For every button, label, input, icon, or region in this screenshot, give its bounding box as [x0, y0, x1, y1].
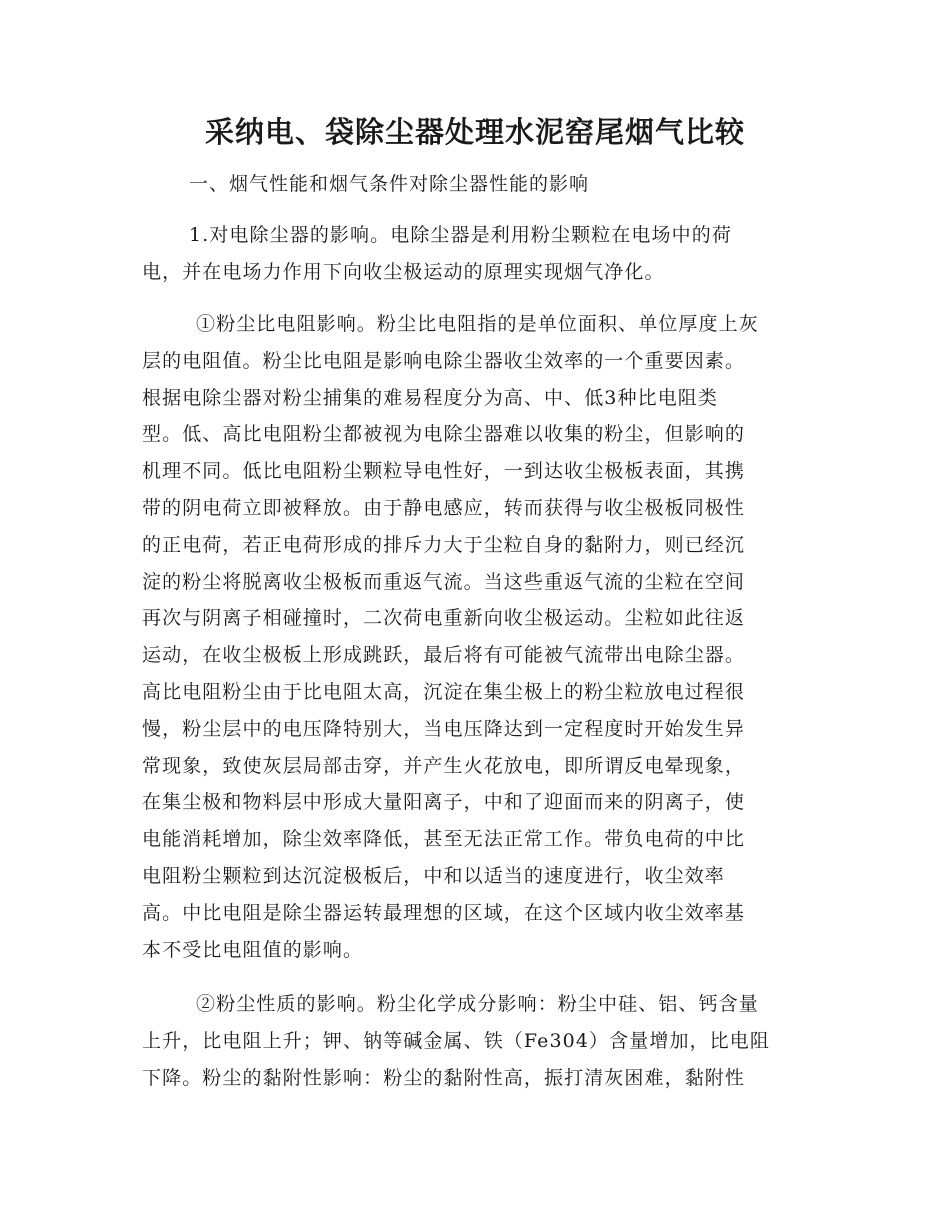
paragraph-line: 电能消耗增加，除尘效率降低，甚至无法正常工作。带负电荷的中比: [142, 828, 746, 851]
paragraph-line: 常现象，致使灰层局部击穿，并产生火花放电，即所谓反电晕现象，: [142, 754, 746, 777]
paragraph-line: ②粉尘性质的影响。粉尘化学成分影响：粉尘中硅、铝、钙含量: [196, 993, 759, 1015]
paragraph-line: 的正电荷，若正电荷形成的排斥力大于尘粒自身的黏附力，则已经沉: [142, 533, 746, 556]
paragraph-line: 运动，在收尘极板上形成跳跃，最后将有可能被气流带出电除尘器。: [142, 644, 746, 667]
document-title: 采纳电、袋除尘器处理水泥窑尾烟气比较: [204, 115, 745, 149]
paragraph-line: 高。中比电阻是除尘器运转最理想的区域，在这个区域内收尘效率基: [142, 901, 746, 924]
paragraph-line: 慢，粉尘层中的电压降特别大，当电压降达到一定程度时开始发生异: [142, 717, 746, 740]
paragraph-line: 再次与阴离子相碰撞时，二次荷电重新向收尘极运动。尘粒如此往返: [142, 607, 746, 630]
paragraph-line: 1.对电除尘器的影响。电除尘器是利用粉尘颗粒在电场中的荷: [189, 224, 732, 246]
paragraph-line: 带的阴电荷立即被释放。由于静电感应，转而获得与收尘极板同极性: [142, 496, 746, 519]
paragraph-line: 电阻粉尘颗粒到达沉淀极板后，中和以适当的速度进行，收尘效率: [142, 864, 725, 887]
paragraph-line: 根据电除尘器对粉尘捕集的难易程度分为高、中、低3种比电阻类: [142, 386, 718, 409]
section-heading: 一、烟气性能和烟气条件对除尘器性能的影响: [189, 173, 590, 195]
paragraph-line: 上升，比电阻上升；钾、钠等碱金属、铁（Fe304）含量增加，比电阻: [142, 1029, 770, 1052]
paragraph-line: ①粉尘比电阻影响。粉尘比电阻指的是单位面积、单位厚度上灰: [196, 313, 759, 335]
paragraph-line: 淀的粉尘将脱离收尘极板而重返气流。当这些重返气流的尘粒在空间: [142, 570, 746, 593]
paragraph-line: 型。低、高比电阻粉尘都被视为电除尘器难以收集的粉尘，但影响的: [142, 423, 746, 446]
paragraph-3: [142, 986, 810, 1096]
paragraph-1: [142, 217, 810, 291]
paragraph-line: 高比电阻粉尘由于比电阻太高，沉淀在集尘极上的粉尘粒放电过程很: [142, 680, 746, 703]
paragraph-2: [142, 306, 810, 968]
paragraph-line: 机理不同。低比电阻粉尘颗粒导电性好，一到达收尘极板表面，其携: [142, 460, 746, 483]
paragraph-line: 本不受比电阻值的影响。: [142, 938, 364, 961]
paragraph-line: 在集尘极和物料层中形成大量阳离子，中和了迎面而来的阴离子，使: [142, 791, 746, 814]
paragraph-line: 层的电阻值。粉尘比电阻是影响电除尘器收尘效率的一个重要因素。: [142, 349, 746, 372]
paragraph-line: 下降。粉尘的黏附性影响：粉尘的黏附性高，振打清灰困难，黏附性: [142, 1066, 746, 1089]
paragraph-line: 电，并在电场力作用下向收尘极运动的原理实现烟气净化。: [142, 260, 665, 283]
